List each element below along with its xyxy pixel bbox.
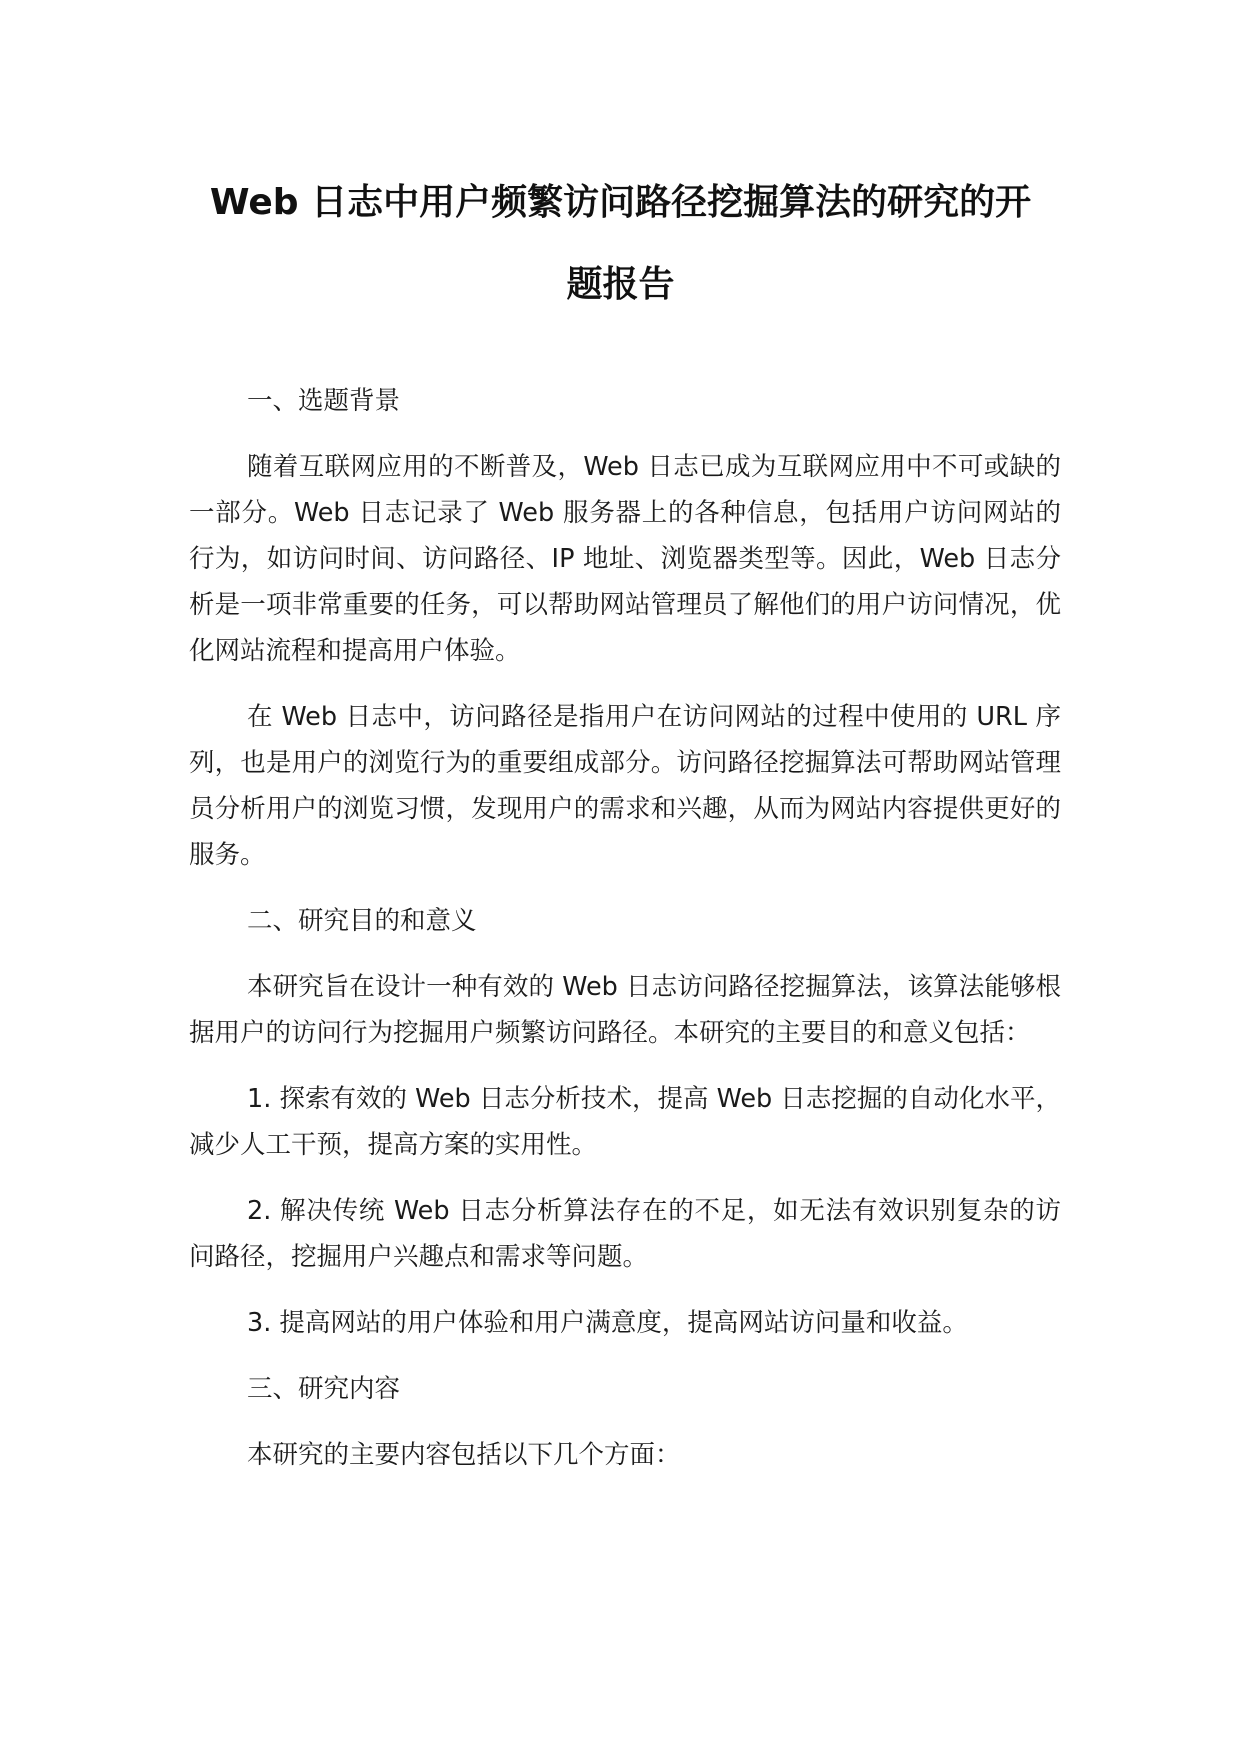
paragraph-background-1: 随着互联网应用的不断普及，Web 日志已成为互联网应用中不可或缺的一部分。Web 日志记录了 Web 服务器上的各种信息，包括用户访问网站的行为，如访问时间、访问路径、IP 地址、浏览器类型等。因此，Web 日志分析是一项非常重要的任务，可以帮助网站管理员了解他们的用户访问情况，优化网站流程和提高用户体验。 <box>189 452 1061 666</box>
list-item-purpose-3: 3. 提高网站的用户体验和用户满意度，提高网站访问量和收益。 <box>247 1308 968 1338</box>
document-title-line-1: Web 日志中用户频繁访问路径挖掘算法的研究的开 <box>209 182 1032 223</box>
paragraph-background-2: 在 Web 日志中，访问路径是指用户在访问网站的过程中使用的 URL 序列，也是用户的浏览行为的重要组成部分。访问路径挖掘算法可帮助网站管理员分析用户的浏览习惯，发现用户的需求和兴趣，从而为网站内容提供更好的服务。 <box>189 702 1061 870</box>
document-title-line-2: 题报告 <box>566 264 675 305</box>
section-heading-content: 三、研究内容 <box>247 1374 401 1404</box>
list-item-purpose-1: 1. 探索有效的 Web 日志分析技术，提高 Web 日志挖掘的自动化水平，减少人工干预，提高方案的实用性。 <box>189 1084 1061 1160</box>
section-heading-background: 一、选题背景 <box>247 386 401 416</box>
paragraph-purpose-intro: 本研究旨在设计一种有效的 Web 日志访问路径挖掘算法，该算法能够根据用户的访问行为挖掘用户频繁访问路径。本研究的主要目的和意义包括： <box>189 972 1061 1048</box>
section-heading-purpose: 二、研究目的和意义 <box>247 906 477 936</box>
list-item-purpose-2: 2. 解决传统 Web 日志分析算法存在的不足，如无法有效识别复杂的访问路径，挖掘用户兴趣点和需求等问题。 <box>189 1196 1061 1272</box>
paragraph-content-intro: 本研究的主要内容包括以下几个方面： <box>247 1440 681 1470</box>
document-body <box>189 378 1061 1478</box>
